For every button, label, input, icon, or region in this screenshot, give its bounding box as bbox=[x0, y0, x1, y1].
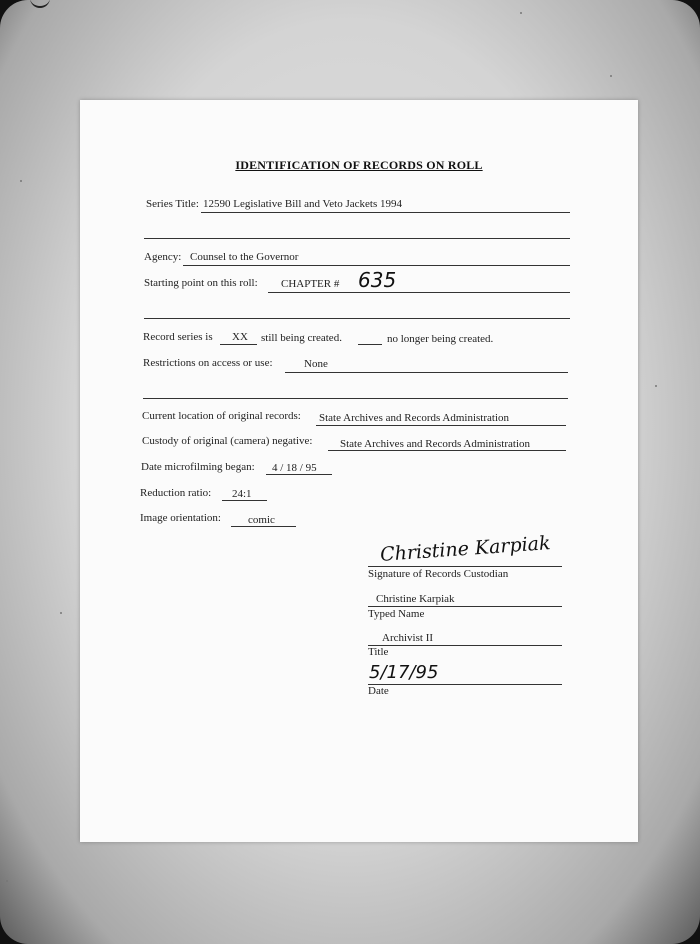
custody-label: Custody of original (camera) negative: bbox=[142, 435, 313, 447]
date-label: Date bbox=[368, 685, 389, 697]
location-line bbox=[316, 425, 566, 426]
typed-name-value: Christine Karpiak bbox=[376, 593, 455, 605]
chapter-number-handwritten: 635 bbox=[358, 268, 397, 292]
title-label: Title bbox=[368, 646, 389, 658]
dust-speck bbox=[655, 385, 657, 387]
still-created-label: still being created. bbox=[261, 332, 342, 344]
agency-label: Agency: bbox=[144, 251, 182, 263]
starting-point-value: CHAPTER # bbox=[281, 278, 340, 290]
date-line bbox=[368, 684, 562, 685]
signature-label: Signature of Records Custodian bbox=[368, 568, 509, 580]
typed-name-line bbox=[368, 606, 562, 607]
handwritten-date: 5/17/95 bbox=[369, 662, 439, 683]
dust-speck bbox=[6, 880, 8, 882]
title-value: Archivist II bbox=[382, 632, 434, 644]
custody-value: State Archives and Records Administration bbox=[340, 438, 531, 450]
corner-mark bbox=[30, 0, 50, 8]
dust-speck bbox=[20, 180, 22, 182]
reduction-value: 24:1 bbox=[232, 488, 252, 500]
orientation-label: Image orientation: bbox=[140, 512, 221, 524]
handwritten-signature: Christine Karpiak bbox=[379, 532, 552, 566]
dust-speck bbox=[520, 12, 522, 14]
series-title-label: Series Title: bbox=[146, 198, 199, 210]
series-title-line bbox=[201, 212, 570, 213]
blank-line bbox=[144, 238, 570, 239]
typed-name-label: Typed Name bbox=[368, 608, 425, 620]
record-series-value: XX bbox=[232, 331, 248, 343]
series-title-value: 12590 Legislative Bill and Veto Jackets 1994 bbox=[203, 198, 402, 210]
date-began-label: Date microfilming began: bbox=[141, 461, 255, 473]
restrictions-label: Restrictions on access or use: bbox=[143, 357, 273, 369]
restrictions-line bbox=[285, 372, 568, 373]
form-title: IDENTIFICATION OF RECORDS ON ROLL bbox=[235, 158, 483, 172]
location-label: Current location of original records: bbox=[142, 410, 301, 422]
record-series-label: Record series is bbox=[143, 331, 213, 343]
record-series-line bbox=[220, 344, 257, 345]
no-longer-line bbox=[358, 344, 382, 345]
signature-line bbox=[368, 566, 562, 567]
blank-line bbox=[144, 318, 570, 319]
blank-line bbox=[143, 398, 568, 399]
location-value: State Archives and Records Administration bbox=[319, 412, 510, 424]
restrictions-value: None bbox=[304, 358, 328, 370]
title-line bbox=[368, 645, 562, 646]
date-began-value: 4 / 18 / 95 bbox=[272, 462, 317, 474]
starting-point-line bbox=[268, 292, 570, 293]
agency-line bbox=[183, 265, 570, 266]
reduction-line bbox=[222, 500, 267, 501]
dust-speck bbox=[60, 612, 62, 614]
dust-speck bbox=[610, 75, 612, 77]
agency-value: Counsel to the Governor bbox=[190, 251, 299, 263]
custody-line bbox=[328, 450, 566, 451]
orientation-line bbox=[231, 526, 296, 527]
reduction-label: Reduction ratio: bbox=[140, 487, 212, 499]
no-longer-label: no longer being created. bbox=[387, 333, 494, 345]
date-began-line bbox=[266, 474, 332, 475]
orientation-value: comic bbox=[248, 514, 275, 526]
form-page bbox=[80, 100, 638, 842]
starting-point-label: Starting point on this roll: bbox=[144, 277, 258, 289]
